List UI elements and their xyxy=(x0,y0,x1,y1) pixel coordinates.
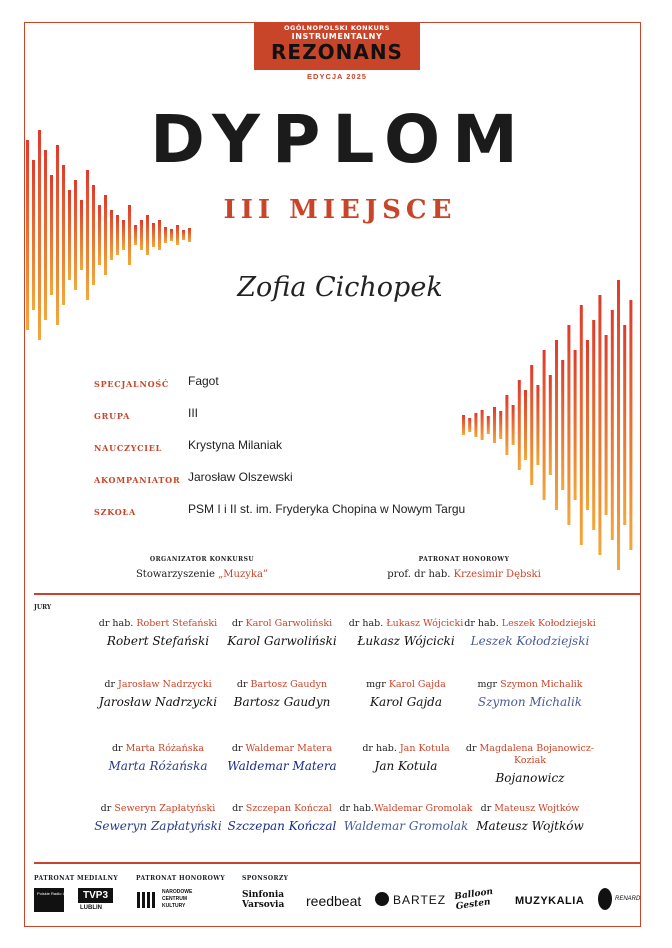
patron-heading: PATRONAT HONOROWY xyxy=(418,556,510,563)
renard-mark-icon xyxy=(598,888,612,910)
organizer-block xyxy=(102,556,302,580)
jury-title: dr xyxy=(100,803,115,814)
wave-bar xyxy=(176,225,179,245)
wave-bar xyxy=(74,180,77,290)
jury-signature: Jarosław Nadrzycki xyxy=(98,695,218,709)
jury-member xyxy=(336,679,476,709)
competition-logo xyxy=(254,22,420,70)
polskie-radio-logo: Polskie Radio Lublin xyxy=(34,888,64,912)
jury-signature: Waldemar Gromolak xyxy=(343,819,469,833)
sound-wave-right xyxy=(462,275,638,575)
wave-bar xyxy=(580,305,583,545)
wave-bar xyxy=(68,190,71,280)
jury-title: dr hab. xyxy=(98,618,137,629)
logo-line-2: INSTRUMENTALNY xyxy=(291,32,383,41)
tvp3-region: LUBLIN xyxy=(80,905,102,911)
wave-bar xyxy=(561,360,564,490)
wave-bar xyxy=(611,310,614,540)
wave-bar xyxy=(617,280,620,570)
place-label: III MIEJSCE xyxy=(223,195,457,225)
wave-bar xyxy=(38,130,41,340)
wave-bar xyxy=(505,395,508,455)
detail-label: AKOMPANIATOR xyxy=(94,475,181,485)
jury-signature: Karol Gajda xyxy=(369,695,443,709)
jury-title: dr xyxy=(111,743,126,754)
wave-bar xyxy=(487,416,490,434)
jury-member xyxy=(336,743,476,773)
balloon-logo: Balloon Gesten xyxy=(453,886,494,913)
wave-bar xyxy=(536,385,539,465)
jury-title: dr hab. xyxy=(348,618,387,629)
recipient-name: Zofia Cichopek xyxy=(237,272,443,303)
jury-signature: Bojanowicz xyxy=(495,771,565,785)
detail-label: GRUPA xyxy=(94,411,131,421)
jury-name: Karol Gajda xyxy=(388,679,446,690)
jury-member xyxy=(212,743,352,773)
jury-name: Jarosław Nadrzycki xyxy=(118,679,212,690)
wave-bar xyxy=(62,165,65,305)
wave-bar xyxy=(134,225,137,245)
jury-title: mgr xyxy=(366,679,389,690)
jury-member xyxy=(88,679,228,709)
wave-bar xyxy=(574,350,577,500)
jury-name: Karol Garwoliński xyxy=(245,618,333,629)
bartez-mark-icon xyxy=(375,892,389,906)
detail-value: Krystyna Milaniak xyxy=(188,438,283,452)
jury-signature: Marta Różańska xyxy=(108,759,208,773)
jury-member xyxy=(212,679,352,709)
jury-signature: Bartosz Gaudyn xyxy=(233,695,331,709)
logo-line-3: REZONANS xyxy=(271,40,403,64)
jury-signature: Seweryn Zapłatyński xyxy=(94,819,222,833)
detail-label: SPECJALNOŚĆ xyxy=(94,379,170,389)
honorary-patron-heading: PATRONAT HONOROWY xyxy=(136,875,226,882)
jury-signature: Szymon Michalik xyxy=(477,695,583,709)
reedbeat-logo: reedbeat xyxy=(306,893,362,909)
jury-member xyxy=(336,803,476,833)
wave-bar xyxy=(86,170,89,300)
renard-logo: RENARD xyxy=(615,896,641,902)
jury-signature: Mateusz Wojtków xyxy=(476,819,584,833)
detail-value: III xyxy=(188,406,199,420)
wave-bar xyxy=(170,229,173,241)
wave-bar xyxy=(56,145,59,325)
jury-member xyxy=(460,803,600,833)
logo-line-1: OGÓLNOPOLSKI KONKURS xyxy=(284,24,390,32)
divider-bottom xyxy=(34,862,640,864)
wave-bar xyxy=(182,230,185,240)
wave-bar xyxy=(524,390,527,460)
jury-name: Robert Stefański xyxy=(136,618,218,629)
jury-title: mgr xyxy=(477,679,501,690)
wave-bar xyxy=(44,150,47,320)
divider-top xyxy=(34,593,640,595)
jury-title: dr xyxy=(231,743,246,754)
jury-member xyxy=(88,743,228,773)
jury-name: Marta Różańska xyxy=(125,743,205,754)
jury-signature: Szczepan Kończal xyxy=(227,819,337,833)
wave-bar xyxy=(549,375,552,475)
jury-signature: Robert Stefański xyxy=(106,634,210,648)
jury-name: Waldemar Gromolak xyxy=(373,803,473,814)
nck-mark-icon xyxy=(136,889,158,911)
wave-bar xyxy=(598,295,601,555)
jury-member xyxy=(460,679,600,709)
nck-logo-text: NARODOWE CENTRUM KULTURY xyxy=(162,889,193,909)
jury-member xyxy=(336,618,476,648)
wave-bar xyxy=(567,325,570,525)
jury-title: dr xyxy=(231,618,246,629)
wave-bar xyxy=(188,228,191,242)
jury-label: JURY xyxy=(34,604,52,611)
wave-bar xyxy=(474,413,477,437)
jury-signature: Jan Kotula xyxy=(374,759,438,773)
jury-member xyxy=(212,803,352,833)
wave-bar xyxy=(512,405,515,445)
organizer-heading: ORGANIZATOR KONKURSU xyxy=(149,556,255,563)
bartez-logo: BARTEZ xyxy=(393,893,447,907)
wave-bar xyxy=(26,140,29,330)
organizer-name: „Muzyka” xyxy=(218,569,269,580)
jury-name: Bartosz Gaudyn xyxy=(250,679,328,690)
jury-title: dr hab. xyxy=(362,743,400,754)
wave-bar xyxy=(623,325,626,525)
jury-title: dr xyxy=(104,679,119,690)
wave-bar xyxy=(152,223,155,247)
jury-name: Magdalena Bojanowicz-Koziak xyxy=(479,743,595,766)
wave-bar xyxy=(555,340,558,510)
jury-signature: Leszek Kołodziejski xyxy=(470,634,590,648)
wave-bar xyxy=(50,175,53,295)
diploma-title: DYPLOM xyxy=(150,101,530,178)
wave-bar xyxy=(92,185,95,285)
wave-bar xyxy=(481,410,484,440)
jury-title: dr hab. xyxy=(339,803,374,814)
jury-title: dr xyxy=(236,679,251,690)
wave-bar xyxy=(518,380,521,470)
jury-signature: Waldemar Matera xyxy=(227,759,337,773)
wave-bar xyxy=(462,415,465,435)
patron-name: Krzesimir Dębski xyxy=(453,569,541,580)
wave-bar xyxy=(543,350,546,500)
jury-name: Szymon Michalik xyxy=(500,679,583,690)
jury-title: dr xyxy=(480,803,495,814)
detail-label: SZKOŁA xyxy=(94,507,137,517)
jury-member xyxy=(88,618,228,648)
wave-bar xyxy=(32,160,35,310)
wave-bar xyxy=(80,200,83,270)
wave-bar xyxy=(499,411,502,439)
jury-title: dr xyxy=(465,743,480,754)
muzykalia-logo: MUZYKALIA xyxy=(515,895,585,907)
sponsors-heading: SPONSORZY xyxy=(242,875,289,882)
jury-name: Leszek Kołodziejski xyxy=(501,618,596,629)
jury-member xyxy=(212,618,352,648)
media-patron-heading: PATRONAT MEDIALNY xyxy=(34,875,119,882)
wave-bar xyxy=(592,320,595,530)
wave-bar xyxy=(586,340,589,510)
detail-label: NAUCZYCIEL xyxy=(94,443,163,453)
jury-name: Szczepan Kończal xyxy=(245,803,332,814)
jury-name: Seweryn Zapłatyński xyxy=(114,803,216,814)
jury-name: Jan Kotula xyxy=(399,743,450,754)
wave-bar xyxy=(164,227,167,243)
jury-signature: Łukasz Wójcicki xyxy=(357,634,455,648)
patron-block xyxy=(364,556,564,580)
patron-prefix: prof. dr hab. xyxy=(387,569,454,580)
wave-bar xyxy=(605,335,608,515)
jury-name: Mateusz Wojtków xyxy=(494,803,580,814)
wave-bar xyxy=(493,407,496,443)
jury-signature: Karol Garwoliński xyxy=(227,634,337,648)
jury-title: dr xyxy=(232,803,246,814)
detail-value: Fagot xyxy=(188,374,219,388)
jury-member xyxy=(460,743,600,785)
tvp3-logo: TVP3 xyxy=(78,888,113,903)
sinfonia-varsovia-logo: Sinfonia Varsovia xyxy=(242,890,285,910)
jury-name: Waldemar Matera xyxy=(245,743,333,754)
jury-title: dr hab. xyxy=(464,618,502,629)
jury-member xyxy=(460,618,600,648)
detail-value: Jarosław Olszewski xyxy=(188,470,293,484)
detail-value: PSM I i II st. im. Fryderyka Chopina w Nowym Targu xyxy=(188,502,466,516)
jury-member xyxy=(88,803,228,833)
wave-bar xyxy=(629,300,632,550)
wave-bar xyxy=(468,418,471,432)
organizer-prefix: Stowarzyszenie xyxy=(135,569,219,580)
edition-label: EDYCJA 2025 xyxy=(307,72,367,81)
jury-name: Łukasz Wójcicki xyxy=(386,618,464,629)
wave-bar xyxy=(530,365,533,485)
